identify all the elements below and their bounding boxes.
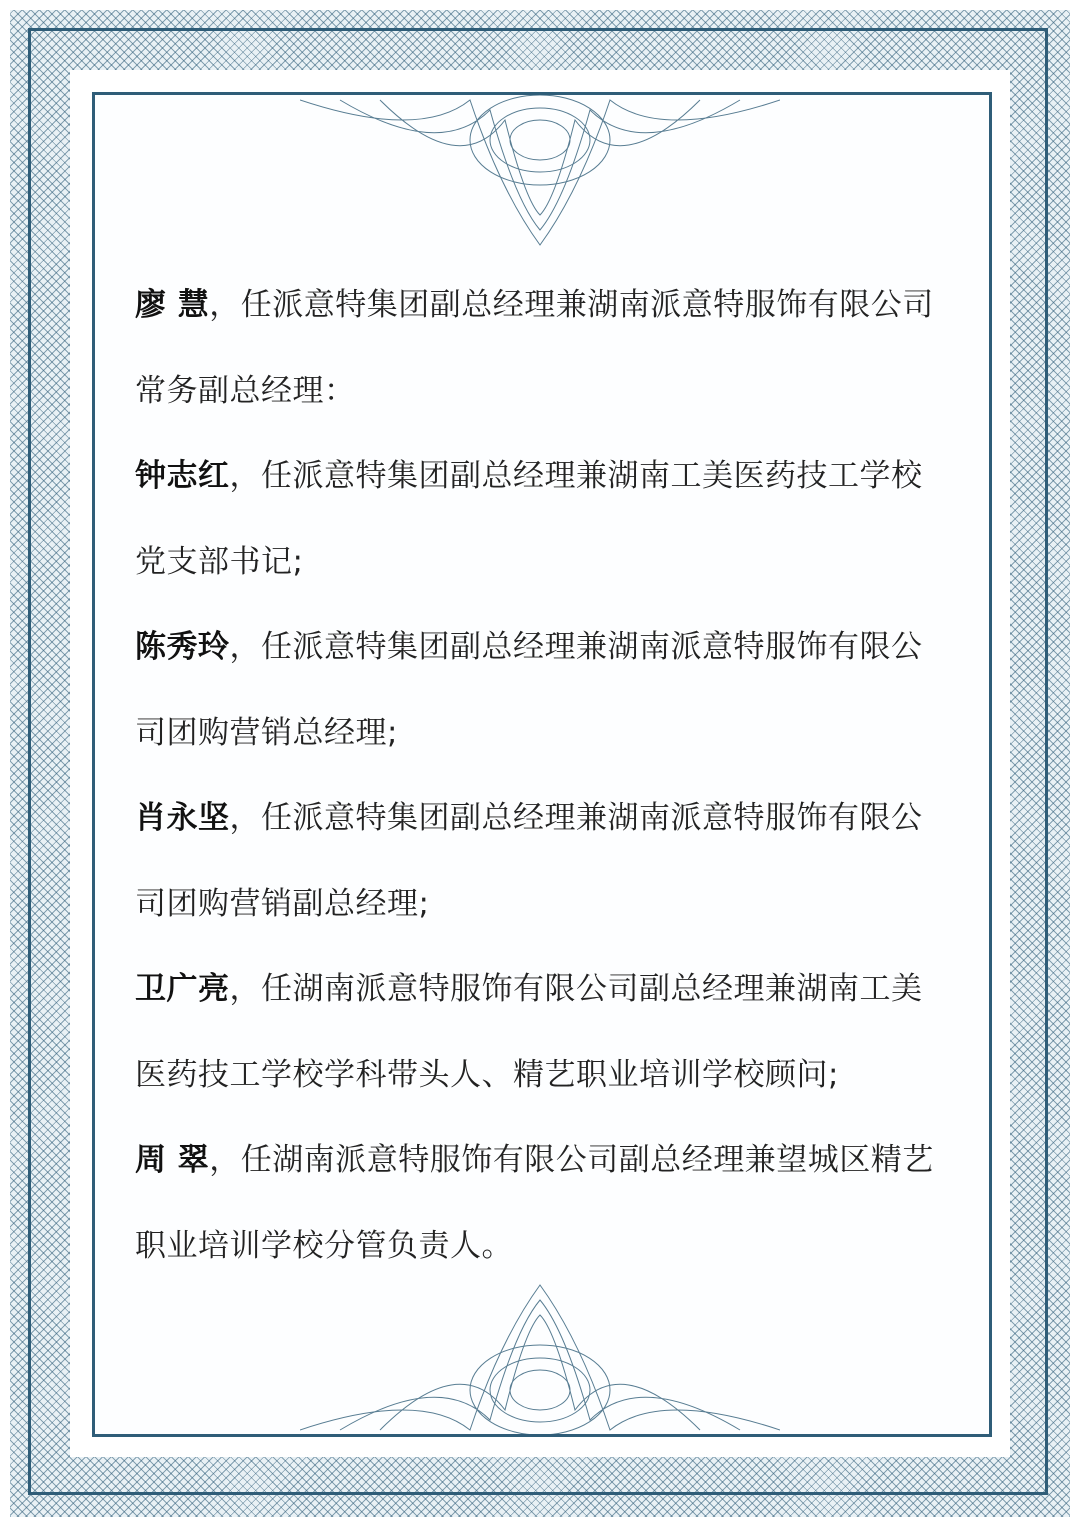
person-name: 卫广亮 — [135, 971, 230, 1007]
entry-text: ，任派意特集团副总经理兼湖南派意特服饰有限公 — [229, 629, 923, 665]
entry — [135, 793, 965, 964]
entry-text-cont: 党支部书记; — [135, 543, 304, 580]
entry — [135, 622, 965, 793]
appointment-list — [135, 280, 965, 1306]
person-name: 钟志红 — [135, 458, 230, 494]
entry-text: ，任湖南派意特服饰有限公司副总经理兼湖南工美 — [229, 971, 923, 1007]
entry-text-cont: 常务副总经理： — [135, 372, 356, 409]
entry — [135, 451, 965, 622]
person-name: 周 翠 — [135, 1142, 210, 1178]
entry — [135, 280, 965, 451]
person-name: 陈秀玲 — [135, 629, 230, 665]
entry-text-cont: 职业培训学校分管负责人。 — [135, 1227, 513, 1264]
top-ornament — [300, 80, 780, 250]
person-name: 肖永坚 — [135, 800, 230, 836]
entry-text: ，任派意特集团副总经理兼湖南工美医药技工学校 — [229, 458, 923, 494]
person-name: 廖 慧 — [135, 287, 210, 323]
entry-text-cont: 司团购营销总经理; — [135, 714, 398, 751]
entry-text-cont: 医药技工学校学科带头人、精艺职业培训学校顾问; — [135, 1056, 839, 1093]
entry — [135, 964, 965, 1135]
entry-text: ，任派意特集团副总经理兼湖南派意特服饰有限公司 — [209, 287, 934, 323]
entry-text-cont: 司团购营销副总经理; — [135, 885, 430, 922]
entry-text: ，任派意特集团副总经理兼湖南派意特服饰有限公 — [229, 800, 923, 836]
entry-text: ，任湖南派意特服饰有限公司副总经理兼望城区精艺 — [209, 1142, 934, 1178]
entry — [135, 1135, 965, 1306]
